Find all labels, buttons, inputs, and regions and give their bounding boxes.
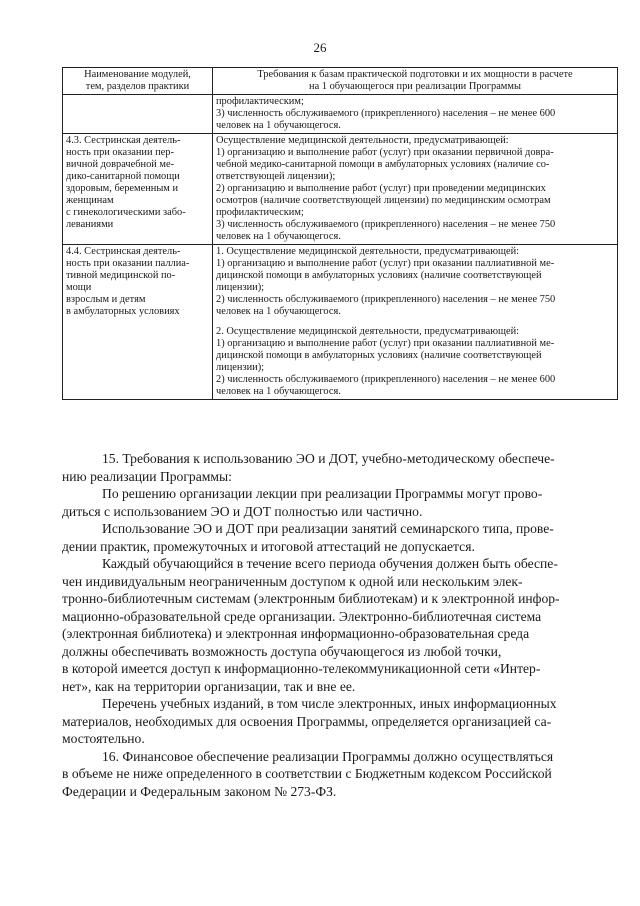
cell-line: ность при оказании паллиа- xyxy=(66,258,190,269)
cell-line: 1) организацию и выполнение работ (услуг) при оказании первичной довра- xyxy=(216,147,554,158)
page-number: 26 xyxy=(313,40,327,55)
row-requirements-cell xyxy=(213,134,618,245)
paragraph-line: 16. Финансовое обеспечение реализации Программы должно осуществляться xyxy=(102,748,554,764)
paragraph-line: По решению организации лекции при реализации Программы могут прово- xyxy=(102,486,543,501)
row-module-cell xyxy=(63,134,213,245)
cell-line: дицинской помощи в амбулаторных условиях (наличие соответствующей xyxy=(216,350,542,361)
cell-line: лицензии); xyxy=(216,362,265,373)
body-text xyxy=(62,450,617,800)
paragraph-line: 15. Требования к использованию ЭО и ДОТ, учебно-методическому обеспече- xyxy=(102,451,555,466)
cell-line: 2) численность обслуживаемого (прикрепленного) населения – не менее 750 xyxy=(216,294,556,305)
paragraph-line: Федерации и Федеральным законом № 273-ФЗ. xyxy=(62,783,337,799)
paragraph-line: в которой имеется доступ к информационно-телекоммуникационной сети «Интер- xyxy=(62,661,541,676)
table-row xyxy=(63,134,618,245)
cell-line: тивной медицинской по- xyxy=(66,270,176,281)
row-requirements-cell xyxy=(213,245,618,400)
paragraph-line: тронно-библиотечным системам (электронным библиотекам) и к электронной инфор- xyxy=(62,591,560,606)
cell-line: дицинской помощи в амбулаторных условиях (наличие соответствующей xyxy=(216,270,542,281)
cell-line: ответствующей лицензии); xyxy=(216,171,336,182)
cell-line: взрослым и детям xyxy=(66,294,146,305)
row-module-cell xyxy=(63,95,213,134)
header-modules xyxy=(63,68,213,95)
paragraph-line: нию реализации Программы: xyxy=(62,468,232,484)
paragraph-line: Перечень учебных изданий, в том числе электронных, иных информационных xyxy=(102,696,557,711)
cell-line: 3) численность обслуживаемого (прикрепленного) населения – не менее 750 xyxy=(216,219,556,230)
paragraph-line: Каждый обучающийся в течение всего периода обучения должен быть обеспе- xyxy=(102,556,558,571)
header-modules-line: Наименование модулей, xyxy=(84,69,191,80)
cell-line: человек на 1 обучающегося. xyxy=(216,386,341,397)
cell-line: леваниями xyxy=(66,219,114,230)
cell-line: в амбулаторных условиях xyxy=(66,306,180,317)
cell-line: Осуществление медицинской деятельности, предусматривающей: xyxy=(216,135,509,146)
header-requirements-line: на 1 обучающегося при реализации Программы xyxy=(309,81,521,92)
cell-line: 1. Осуществление медицинской деятельности, предусматривающей: xyxy=(216,246,520,257)
cell-line: профилактическим; xyxy=(216,207,304,218)
cell-line: 1) организацию и выполнение работ (услуг) при оказании паллиативной ме- xyxy=(216,258,555,269)
paragraph-line: мостоятельно. xyxy=(62,731,145,746)
row-requirements-cell xyxy=(213,95,618,134)
cell-line: дико-санитарной помощи xyxy=(66,171,180,182)
cell-line: 4.4. Сестринская деятель- xyxy=(66,246,181,257)
table-row xyxy=(63,245,618,400)
cell-line: 2. Осуществление медицинской деятельности, предусматривающей: xyxy=(216,326,520,337)
paragraph-line: чен индивидуальным неограниченным доступом к одной или нескольким элек- xyxy=(62,573,523,589)
paragraph-line: материалов, необходимых для освоения Программы, определяется организацией са- xyxy=(62,713,552,729)
cell-line: здоровым, беременным и xyxy=(66,183,179,194)
table-header-row xyxy=(63,68,618,95)
table-row xyxy=(63,95,618,134)
cell-line: с гинекологическими забо- xyxy=(66,207,186,218)
paragraph-line: должны обеспечивать возможность доступа обучающегося из любой точки, xyxy=(62,643,502,659)
paragraph-line: диться с использованием ЭО и ДОТ полностью или частично. xyxy=(62,503,423,519)
paragraph-line: нет», как на территории организации, так и вне ее. xyxy=(62,678,356,694)
cell-line: 3) численность обслуживаемого (прикрепленного) населения – не менее 600 xyxy=(216,108,556,119)
cell-line: 2) организацию и выполнение работ (услуг) при проведении медицинских xyxy=(216,183,546,194)
cell-line: человек на 1 обучающегося. xyxy=(216,231,341,242)
requirements-table xyxy=(62,67,618,400)
paragraph-line: мационно-образовательной среде организации. Электронно-библиотечная система xyxy=(62,608,542,624)
cell-line: профилактическим; xyxy=(216,96,304,107)
row-module-cell xyxy=(63,245,213,400)
cell-line: лицензии); xyxy=(216,282,265,293)
paragraph-line: Использование ЭО и ДОТ при реализации занятий семинарского типа, прове- xyxy=(102,521,554,536)
cell-line: человек на 1 обучающегося. xyxy=(216,120,341,131)
paragraph-line: в объеме не ниже определенного в соответствии с Бюджетным кодексом Российской xyxy=(62,766,552,781)
cell-line: вичной доврачебной ме- xyxy=(66,159,175,170)
header-modules-line: тем, разделов практики xyxy=(85,81,190,92)
cell-line: 1) организацию и выполнение работ (услуг) при оказании паллиативной ме- xyxy=(216,338,555,349)
header-requirements xyxy=(213,68,618,95)
block-gap xyxy=(216,318,614,326)
paragraph-line: дении практик, промежуточных и итоговой аттестаций не допускается. xyxy=(62,538,475,554)
cell-line: человек на 1 обучающегося. xyxy=(216,306,341,317)
cell-line: ность при оказании пер- xyxy=(66,147,174,158)
paragraph-line: (электронная библиотека) и электронная информационно-образовательная среда xyxy=(62,626,530,641)
cell-line: осмотров (наличие соответствующей лицензии) по медицинским осмотрам xyxy=(216,195,551,206)
header-requirements-line: Требования к базам практической подготовки и их мощности в расчете xyxy=(257,69,573,80)
cell-line: женщинам xyxy=(66,195,114,206)
cell-line: мощи xyxy=(66,282,92,293)
cell-line: 4.3. Сестринская деятель- xyxy=(66,135,181,146)
cell-line: чебной медико-санитарной помощи в амбулаторных условиях (наличие со- xyxy=(216,159,550,170)
cell-line: 2) численность обслуживаемого (прикрепленного) населения – не менее 600 xyxy=(216,374,556,385)
